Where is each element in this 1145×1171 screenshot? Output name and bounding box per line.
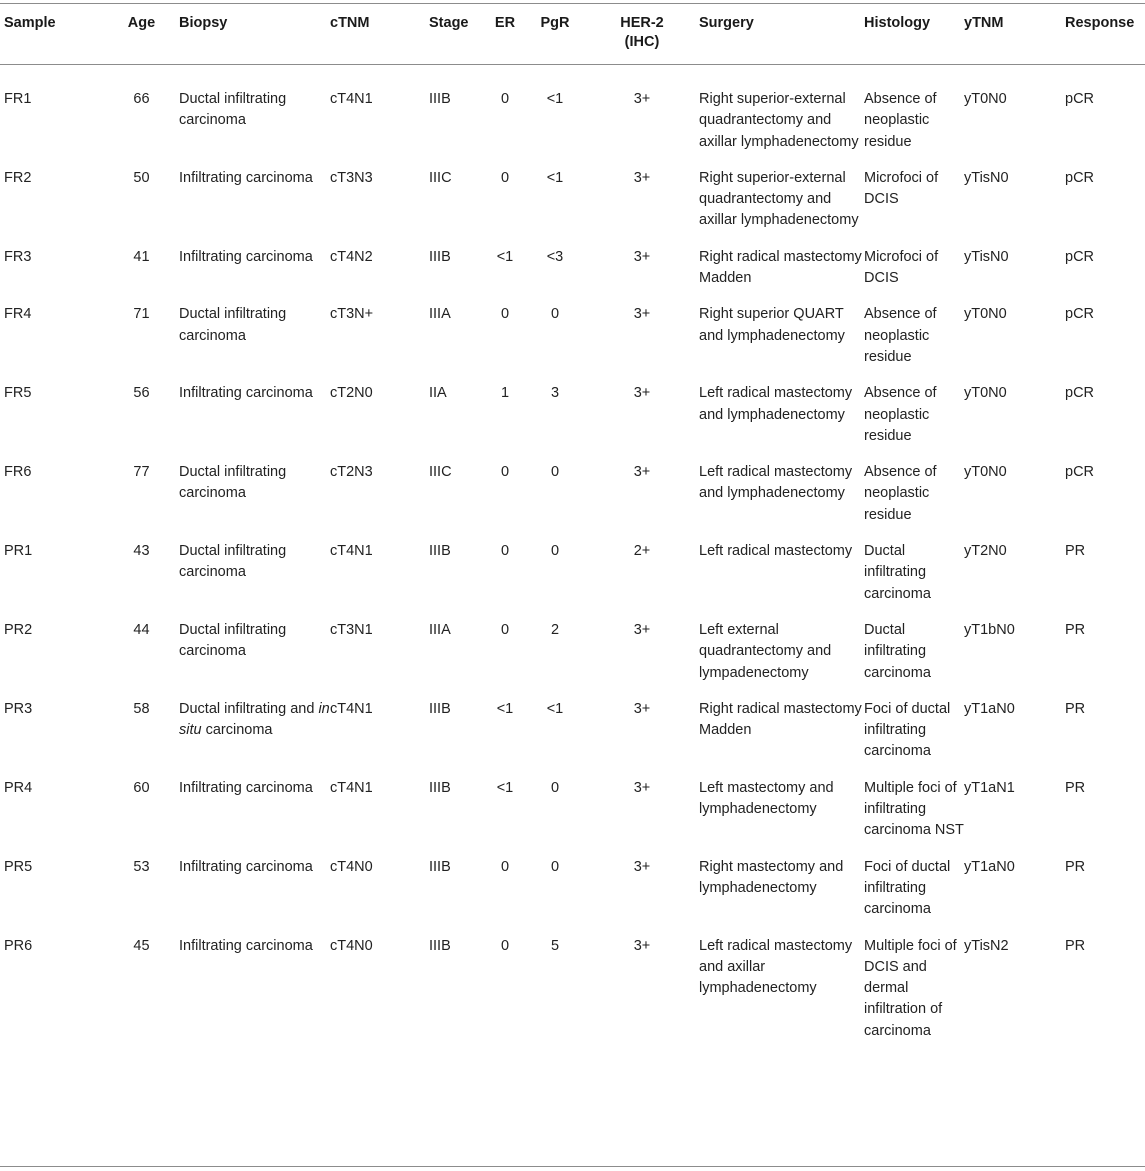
cell-sample: FR2: [4, 169, 32, 186]
cell-histology: Multiple foci of DCIS and dermal infiltration of carcinoma: [864, 937, 957, 1039]
table-row: [0, 605, 1145, 684]
cell-ctnm: cT3N1: [330, 621, 373, 638]
header-ctnm: cTNM: [330, 15, 370, 31]
cell-biopsy: Infiltrating carcinoma: [179, 169, 313, 186]
cell-age: 43: [133, 543, 150, 560]
table-row: [0, 368, 1145, 447]
cell-biopsy-text: Ductal infiltrating and: [179, 700, 319, 717]
cell-er: <1: [496, 779, 514, 796]
table-row: [0, 921, 1145, 1042]
cell-pgr: <3: [546, 248, 564, 265]
header-sample: Sample: [4, 15, 56, 31]
cell-stage: IIIA: [429, 306, 451, 323]
cell-surgery: Left radical mastectomy and lymphadenectomy: [699, 464, 853, 502]
header-er: ER: [494, 15, 516, 31]
cell-histology: Microfoci of DCIS: [864, 248, 939, 287]
cell-ytnm: yT1aN1: [964, 779, 1015, 796]
header-ytnm: yTNM: [964, 15, 1004, 31]
cell-pgr: 0: [550, 464, 560, 481]
cell-stage: IIIA: [429, 621, 451, 638]
cell-pgr: <1: [546, 700, 564, 717]
cell-sample: FR3: [4, 248, 32, 265]
cell-ytnm: yT2N0: [964, 543, 1007, 560]
cell-her2: 2+: [633, 543, 651, 560]
table-row: [0, 447, 1145, 526]
cell-stage: IIA: [429, 385, 447, 402]
cell-er: 1: [500, 385, 510, 402]
header-pgr: PgR: [540, 15, 570, 31]
cell-response: pCR: [1065, 464, 1095, 481]
cell-ytnm: yTisN0: [964, 248, 1009, 265]
cell-surgery: Right superior-external quadrantectomy and axillar lymphadenectomy: [699, 169, 859, 229]
cell-ytnm: yT1aN0: [964, 858, 1015, 875]
cell-histology: Absence of neoplastic residue: [864, 91, 937, 150]
cell-biopsy: Ductal infiltrating carcinoma: [179, 91, 287, 129]
table-row: [0, 289, 1145, 368]
cell-age: 45: [133, 937, 150, 954]
cell-her2: 3+: [633, 169, 651, 186]
cell-her2: 3+: [633, 385, 651, 402]
cell-histology: Foci of ductal infiltrating carcinoma: [864, 858, 951, 918]
cell-pgr: 0: [550, 858, 560, 875]
cell-biopsy: Infiltrating carcinoma: [179, 248, 313, 265]
cell-surgery: Right superior-external quadrantectomy and axillar lymphadenectomy: [699, 91, 859, 150]
cell-histology: Microfoci of DCIS: [864, 169, 939, 208]
cell-pgr: 0: [550, 306, 560, 323]
table-bottom-rule: [0, 1166, 1145, 1167]
cell-age: 60: [133, 779, 150, 796]
cell-biopsy: Infiltrating carcinoma: [179, 385, 313, 402]
cell-histology: Absence of neoplastic residue: [864, 464, 937, 523]
cell-ctnm: cT2N3: [330, 464, 373, 481]
header-surgery: Surgery: [699, 15, 754, 31]
cell-response: pCR: [1065, 91, 1095, 107]
cell-sample: FR1: [4, 91, 32, 107]
cell-ytnm: yTisN0: [964, 169, 1009, 186]
cell-surgery: Left mastectomy and lymphadenectomy: [699, 779, 834, 818]
cell-biopsy: Infiltrating carcinoma: [179, 779, 313, 796]
cell-response: pCR: [1065, 169, 1095, 186]
cell-sample: PR5: [4, 858, 33, 875]
cell-ctnm: cT4N2: [330, 248, 373, 265]
cell-ctnm: cT4N1: [330, 543, 373, 560]
cell-pgr: 0: [550, 543, 560, 560]
cell-ytnm: yT0N0: [964, 91, 1007, 107]
patient-table: [0, 4, 1145, 1042]
cell-histology: Absence of neoplastic residue: [864, 385, 937, 444]
cell-age: 44: [133, 621, 150, 638]
cell-sample: PR1: [4, 543, 33, 560]
cell-surgery: Left radical mastectomy and axillar lymphadenectomy: [699, 937, 853, 997]
table-row: [0, 74, 1145, 153]
table-row: [0, 842, 1145, 921]
cell-surgery: Left external quadrantectomy and lympadenectomy: [699, 621, 832, 681]
cell-biopsy: Ductal infiltrating carcinoma: [179, 621, 287, 660]
header-stage: Stage: [429, 15, 469, 31]
cell-stage: IIIC: [429, 169, 452, 186]
cell-stage: IIIB: [429, 779, 451, 796]
cell-stage: IIIB: [429, 248, 451, 265]
table-row: [0, 526, 1145, 605]
cell-ytnm: yT0N0: [964, 306, 1007, 323]
cell-er: 0: [500, 937, 510, 954]
cell-her2: 3+: [633, 91, 651, 107]
cell-age: 41: [133, 248, 150, 265]
cell-biopsy: Ductal infiltrating carcinoma: [179, 464, 287, 502]
cell-biopsy: Infiltrating carcinoma: [179, 937, 313, 954]
cell-her2: 3+: [633, 700, 651, 717]
cell-ctnm: cT4N0: [330, 937, 373, 954]
header-response: Response: [1065, 15, 1135, 31]
cell-histology: Ductal infiltrating carcinoma: [864, 621, 931, 681]
cell-er: 0: [500, 464, 510, 481]
header-biopsy: Biopsy: [179, 15, 228, 31]
cell-ctnm: cT4N1: [330, 700, 373, 717]
cell-histology: Foci of ductal infiltrating carcinoma: [864, 700, 951, 760]
cell-response: pCR: [1065, 306, 1095, 323]
header-histology: Histology: [864, 15, 931, 31]
cell-sample: PR6: [4, 937, 33, 954]
cell-histology: Absence of neoplastic residue: [864, 306, 937, 365]
cell-er: 0: [500, 169, 510, 186]
cell-er: <1: [496, 700, 514, 717]
cell-ctnm: cT4N0: [330, 858, 373, 875]
cell-histology: Ductal infiltrating carcinoma: [864, 543, 931, 602]
cell-surgery: Right superior QUART and lymphadenectomy: [699, 306, 845, 344]
cell-sample: FR4: [4, 306, 32, 323]
cell-er: 0: [500, 858, 510, 875]
cell-ctnm: cT3N+: [330, 306, 374, 323]
cell-surgery: Left radical mastectomy and lymphadenectomy: [699, 385, 853, 423]
cell-her2: 3+: [633, 248, 651, 265]
header-age: Age: [127, 15, 156, 31]
cell-pgr: <1: [546, 91, 564, 107]
cell-age: 53: [133, 858, 150, 875]
cell-histology: Multiple foci of infiltrating carcinoma NST: [864, 779, 964, 839]
cell-sample: PR4: [4, 779, 33, 796]
cell-sample: PR2: [4, 621, 33, 638]
cell-response: PR: [1065, 779, 1086, 796]
cell-pgr: 0: [550, 779, 560, 796]
cell-biopsy: Ductal infiltrating carcinoma: [179, 543, 287, 581]
cell-ctnm: cT4N1: [330, 91, 373, 107]
header-her2-line2: (IHC): [624, 34, 660, 50]
table-header-row: [0, 4, 1145, 74]
header-her2: [585, 4, 699, 74]
cell-pgr: 3: [550, 385, 560, 402]
cell-her2: 3+: [633, 779, 651, 796]
cell-sample: FR6: [4, 464, 32, 481]
cell-response: PR: [1065, 621, 1086, 638]
cell-biopsy: Infiltrating carcinoma: [179, 858, 313, 875]
cell-surgery: Left radical mastectomy: [699, 543, 853, 560]
cell-stage: IIIB: [429, 700, 451, 717]
cell-response: PR: [1065, 700, 1086, 717]
cell-surgery: Right radical mastectomy Madden: [699, 700, 862, 739]
cell-age: 71: [133, 306, 150, 323]
cell-stage: IIIB: [429, 91, 451, 107]
table-row: [0, 684, 1145, 763]
cell-er: 0: [500, 306, 510, 323]
cell-age: 66: [133, 91, 150, 107]
cell-surgery: Right radical mastectomy Madden: [699, 248, 862, 287]
cell-ctnm: cT4N1: [330, 779, 373, 796]
cell-stage: IIIB: [429, 937, 451, 954]
cell-age: 58: [133, 700, 150, 717]
table-row: [0, 763, 1145, 842]
cell-er: 0: [500, 543, 510, 560]
cell-ctnm: cT3N3: [330, 169, 373, 186]
cell-er: 0: [500, 621, 510, 638]
cell-response: pCR: [1065, 248, 1095, 265]
cell-ytnm: yT0N0: [964, 464, 1007, 481]
cell-her2: 3+: [633, 306, 651, 323]
cell-her2: 3+: [633, 937, 651, 954]
cell-biopsy: [179, 684, 330, 763]
cell-biopsy-italic: in situ: [179, 700, 330, 739]
cell-pgr: 2: [550, 621, 560, 638]
cell-ytnm: yT0N0: [964, 385, 1007, 402]
cell-her2: 3+: [633, 858, 651, 875]
cell-response: pCR: [1065, 385, 1095, 402]
cell-surgery: Right mastectomy and lymphadenectomy: [699, 858, 844, 896]
cell-ytnm: yT1bN0: [964, 621, 1015, 638]
cell-ctnm: cT2N0: [330, 385, 373, 402]
cell-stage: IIIB: [429, 543, 451, 560]
cell-biopsy-text-end: carcinoma: [201, 722, 273, 739]
cell-sample: FR5: [4, 385, 32, 402]
cell-er: <1: [496, 248, 514, 265]
cell-her2: 3+: [633, 464, 651, 481]
cell-stage: IIIB: [429, 858, 451, 875]
cell-ytnm: yTisN2: [964, 937, 1009, 954]
header-her2-line1: HER-2: [620, 15, 664, 31]
table-row: [0, 153, 1145, 232]
table-row: [0, 232, 1145, 290]
cell-age: 77: [133, 464, 150, 481]
cell-pgr: <1: [546, 169, 564, 186]
cell-er: 0: [500, 91, 510, 107]
cell-response: PR: [1065, 858, 1086, 875]
cell-response: PR: [1065, 937, 1086, 954]
cell-sample: PR3: [4, 700, 33, 717]
cell-her2: 3+: [633, 621, 651, 638]
cell-ytnm: yT1aN0: [964, 700, 1015, 717]
cell-age: 50: [133, 169, 150, 186]
cell-response: PR: [1065, 543, 1086, 560]
cell-biopsy: Ductal infiltrating carcinoma: [179, 306, 287, 344]
cell-pgr: 5: [550, 937, 560, 954]
cell-stage: IIIC: [429, 464, 452, 481]
cell-age: 56: [133, 385, 150, 402]
